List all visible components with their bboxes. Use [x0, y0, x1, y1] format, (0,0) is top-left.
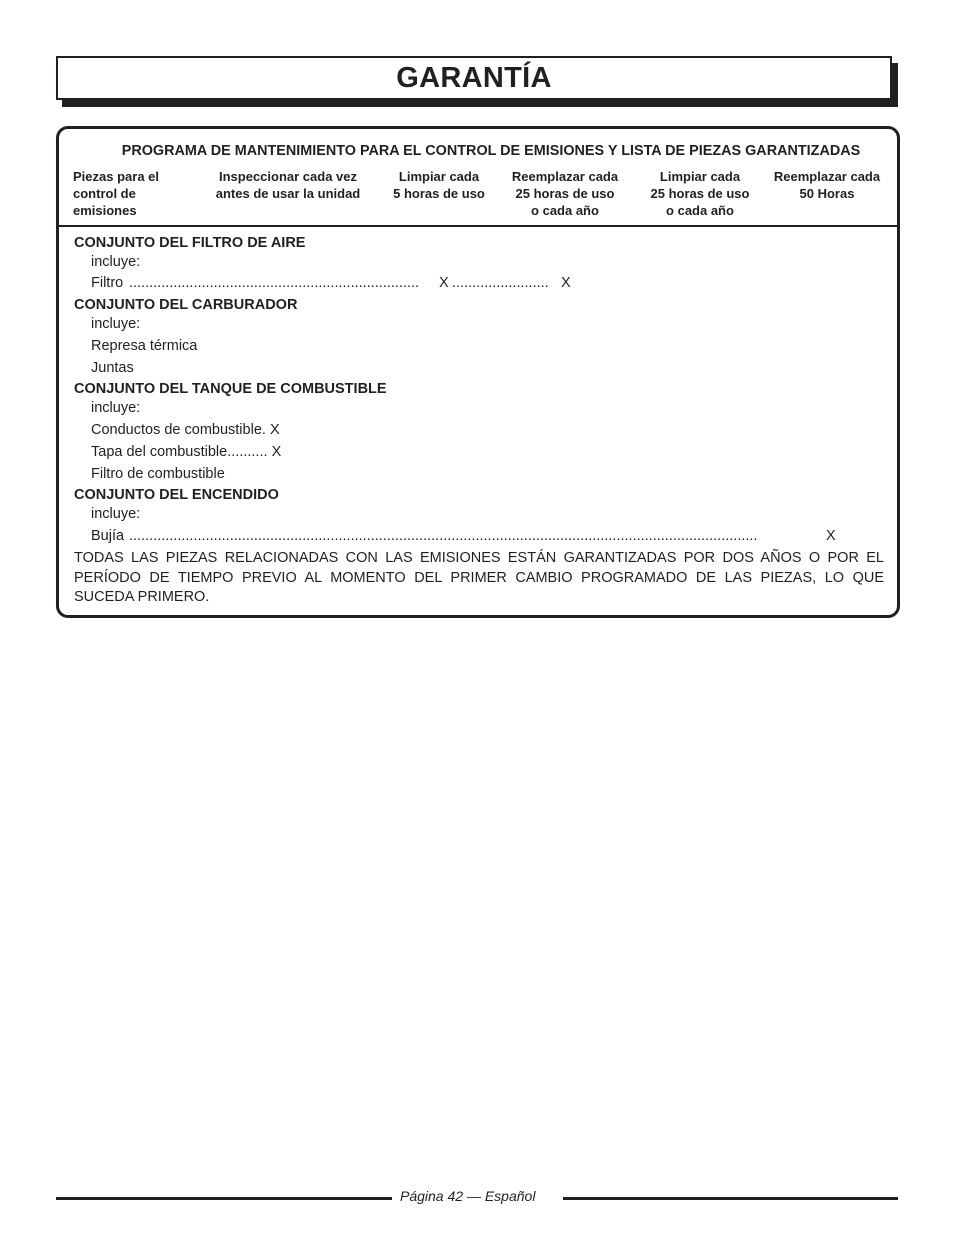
warranty-note: TODAS LAS PIEZAS RELACIONADAS CON LAS EMISIONES ESTÁN GARANTIZADAS POR DOS AÑOS O POR EL PERÍODO DE TIEMPO PREVIO AL MOMENTO DEL PRIMER CAMBIO PROGRAMADO DE LAS PIEZAS, LO QUE SUCEDA PRIMERO. — [74, 550, 884, 605]
part-name: Bujía — [91, 528, 125, 544]
part-name: Tapa del combustible — [91, 444, 228, 460]
leader-dots: ............................................................................................................................................................ — [129, 528, 758, 544]
column-header-clean-5h — [381, 168, 497, 202]
leader-dots: .......... — [227, 444, 268, 460]
column-header-inspect-text: Inspeccionar cada vez antes de usar la unidad — [215, 169, 361, 201]
leader-dots: ........................ — [452, 275, 549, 291]
part-item-fuel-cap — [91, 443, 281, 462]
part-item-thermal-dam: Represa térmica — [91, 338, 198, 354]
column-header-replace-25h-text: Reemplazar cada 25 horas de uso o cada año — [511, 169, 619, 218]
column-header-clean-25h — [635, 168, 765, 219]
maintenance-table — [56, 126, 900, 618]
leader-dots: ........................................................................ — [129, 275, 420, 291]
section-includes-label: incluye: — [91, 400, 141, 416]
column-header-parts — [73, 168, 193, 219]
part-item-spark-plug — [91, 527, 124, 546]
part-item-filter — [91, 274, 123, 293]
part-item-gaskets: Juntas — [91, 360, 134, 376]
table-caption: PROGRAMA DE MANTENIMIENTO PARA EL CONTROL DE EMISIONES Y LISTA DE PIEZAS GARANTIZADAS — [121, 143, 861, 159]
header-divider — [59, 225, 897, 227]
maintenance-mark: X — [269, 422, 280, 438]
footer-rule-left — [56, 1197, 392, 1200]
title-banner — [56, 56, 892, 100]
part-item-fuel-lines — [91, 421, 280, 440]
section-title-ignition: CONJUNTO DEL ENCENDIDO — [74, 487, 279, 503]
part-item-fuel-filter: Filtro de combustible — [91, 466, 225, 482]
page-footer: Página 42 — Español — [400, 1188, 536, 1204]
maintenance-mark: X — [826, 528, 836, 544]
column-header-parts-text: Piezas para el control de emisiones — [73, 169, 159, 218]
section-title-carburetor: CONJUNTO DEL CARBURADOR — [74, 297, 298, 313]
section-includes-label: incluye: — [91, 506, 141, 522]
leader-dots: . — [261, 422, 266, 438]
footer-rule-right — [563, 1197, 898, 1200]
part-name: Conductos de combustible — [91, 422, 262, 438]
section-title-air-filter: CONJUNTO DEL FILTRO DE AIRE — [74, 235, 306, 251]
section-title-fuel-tank: CONJUNTO DEL TANQUE DE COMBUSTIBLE — [74, 381, 387, 397]
column-header-clean-5h-text: Limpiar cada 5 horas de uso — [393, 169, 485, 201]
page-title: GARANTÍA — [396, 61, 552, 94]
column-header-replace-25h — [499, 168, 631, 219]
section-includes-label: incluye: — [91, 316, 141, 332]
column-header-inspect — [202, 168, 374, 202]
column-header-clean-25h-text: Limpiar cada 25 horas de uso o cada año — [650, 169, 750, 218]
maintenance-mark: X — [271, 444, 282, 460]
column-header-replace-50h-text: Reemplazar cada 50 Horas — [773, 169, 881, 201]
part-name: Filtro — [91, 275, 124, 291]
maintenance-mark: X — [561, 275, 571, 291]
maintenance-mark: X — [439, 275, 449, 291]
column-header-replace-50h — [763, 168, 891, 202]
section-includes-label: incluye: — [91, 254, 141, 270]
